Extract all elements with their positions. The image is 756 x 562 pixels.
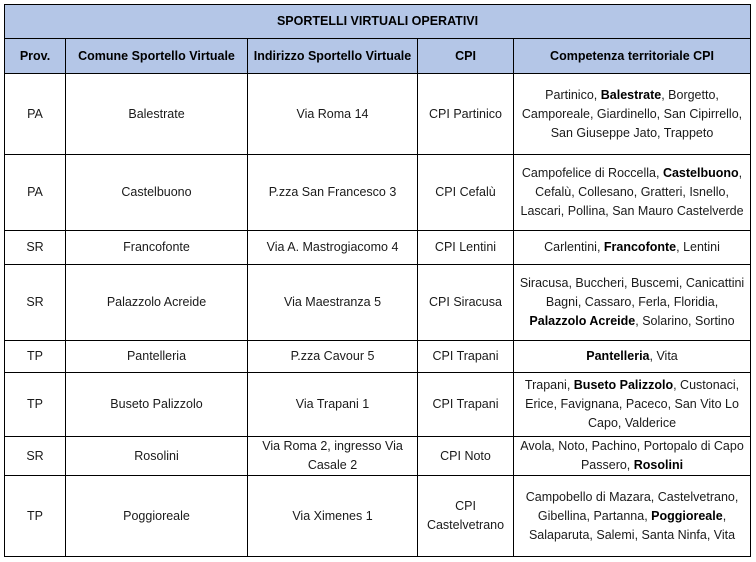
competenza-text: , Borgetto, Camporeale, Giardinello, San Cipirrello, San Giuseppe Jato, Trappeto	[521, 87, 743, 140]
highlighted-comune: Poggioreale	[651, 508, 723, 523]
competenza-text: Carlentini,	[544, 240, 604, 254]
cell-competenza	[514, 74, 751, 155]
cell-cpi: CPI Castelvetrano	[418, 476, 514, 557]
header-comune: Comune Sportello Virtuale	[66, 39, 248, 74]
cell-competenza	[514, 265, 751, 341]
table-row	[5, 74, 751, 155]
cell-comune: Poggioreale	[66, 476, 248, 557]
cell-indirizzo: Via Maestranza 5	[248, 265, 418, 341]
cell-prov: TP	[5, 373, 66, 437]
cell-indirizzo: Via A. Mastrogiacomo 4	[248, 231, 418, 265]
table-row	[5, 231, 751, 265]
cell-comune: Francofonte	[66, 231, 248, 265]
cell-prov: TP	[5, 341, 66, 373]
cell-prov: SR	[5, 265, 66, 341]
competenza-text: Avola, Noto, Pachino, Portopalo di Capo Passero,	[520, 439, 744, 472]
table-row	[5, 265, 751, 341]
cell-prov: PA	[5, 74, 66, 155]
cell-comune: Rosolini	[66, 437, 248, 476]
cell-comune: Balestrate	[66, 74, 248, 155]
competenza-text: , Lentini	[676, 240, 720, 254]
cell-indirizzo: Via Roma 2, ingresso Via Casale 2	[248, 437, 418, 476]
cell-cpi: CPI Siracusa	[418, 265, 514, 341]
highlighted-comune: Rosolini	[633, 458, 684, 472]
highlighted-comune: Castelbuono	[662, 166, 739, 180]
cell-prov: SR	[5, 437, 66, 476]
cell-competenza	[514, 437, 751, 476]
table-row	[5, 437, 751, 476]
competenza-text: , Salaparuta, Salemi, Santa Ninfa, Vita	[528, 508, 736, 542]
header-row	[5, 39, 751, 74]
highlighted-comune: Buseto Palizzolo	[573, 378, 674, 392]
table-body	[5, 74, 751, 557]
header-cpi: CPI	[418, 39, 514, 74]
highlighted-comune: Francofonte	[603, 240, 677, 254]
cell-indirizzo: P.zza Cavour 5	[248, 341, 418, 373]
competenza-text: , Vita	[649, 349, 678, 363]
cell-competenza	[514, 155, 751, 231]
competenza-text: , Custonaci, Erice, Favignana, Paceco, San Vito Lo Capo, Valderice	[525, 378, 740, 430]
sportelli-table	[4, 4, 751, 557]
competenza-text: Partinico,	[545, 87, 601, 102]
cell-cpi: CPI Lentini	[418, 231, 514, 265]
table-row	[5, 476, 751, 557]
competenza-text: Siracusa, Buccheri, Buscemi, Canicattini Bagni, Cassaro, Ferla, Floridia,	[519, 276, 745, 309]
cell-competenza	[514, 341, 751, 373]
cell-comune: Buseto Palizzolo	[66, 373, 248, 437]
cell-cpi: CPI Trapani	[418, 373, 514, 437]
cell-prov: PA	[5, 155, 66, 231]
cell-competenza	[514, 231, 751, 265]
title-row	[5, 5, 751, 39]
cell-indirizzo: P.zza San Francesco 3	[248, 155, 418, 231]
highlighted-comune: Palazzolo Acreide	[529, 314, 636, 328]
competenza-text: Trapani,	[524, 378, 574, 392]
header-competenza: Competenza territoriale CPI	[514, 39, 751, 74]
table-row	[5, 155, 751, 231]
highlighted-comune: Balestrate	[600, 87, 662, 102]
cell-competenza	[514, 476, 751, 557]
cell-comune: Palazzolo Acreide	[66, 265, 248, 341]
cell-cpi: CPI Partinico	[418, 74, 514, 155]
competenza-text: , Solarino, Sortino	[635, 314, 735, 328]
cell-competenza	[514, 373, 751, 437]
highlighted-comune: Pantelleria	[586, 349, 650, 363]
cell-comune: Castelbuono	[66, 155, 248, 231]
cell-prov: SR	[5, 231, 66, 265]
table-row	[5, 341, 751, 373]
header-prov: Prov.	[5, 39, 66, 74]
cell-cpi: CPI Trapani	[418, 341, 514, 373]
competenza-text: Campofelice di Roccella,	[521, 166, 663, 180]
cell-comune: Pantelleria	[66, 341, 248, 373]
cell-indirizzo: Via Trapani 1	[248, 373, 418, 437]
cell-cpi: CPI Cefalù	[418, 155, 514, 231]
competenza-text: , Cefalù, Collesano, Gratteri, Isnello, Lascari, Pollina, San Mauro Castelverde	[520, 166, 744, 218]
cell-prov: TP	[5, 476, 66, 557]
competenza-text: Campobello di Mazara, Castelvetrano, Gibellina, Partanna,	[525, 489, 739, 523]
table-title: SPORTELLI VIRTUALI OPERATIVI	[5, 5, 751, 39]
table-row	[5, 373, 751, 437]
cell-indirizzo: Via Roma 14	[248, 74, 418, 155]
cell-indirizzo: Via Ximenes 1	[248, 476, 418, 557]
header-indirizzo: Indirizzo Sportello Virtuale	[248, 39, 418, 74]
cell-cpi: CPI Noto	[418, 437, 514, 476]
